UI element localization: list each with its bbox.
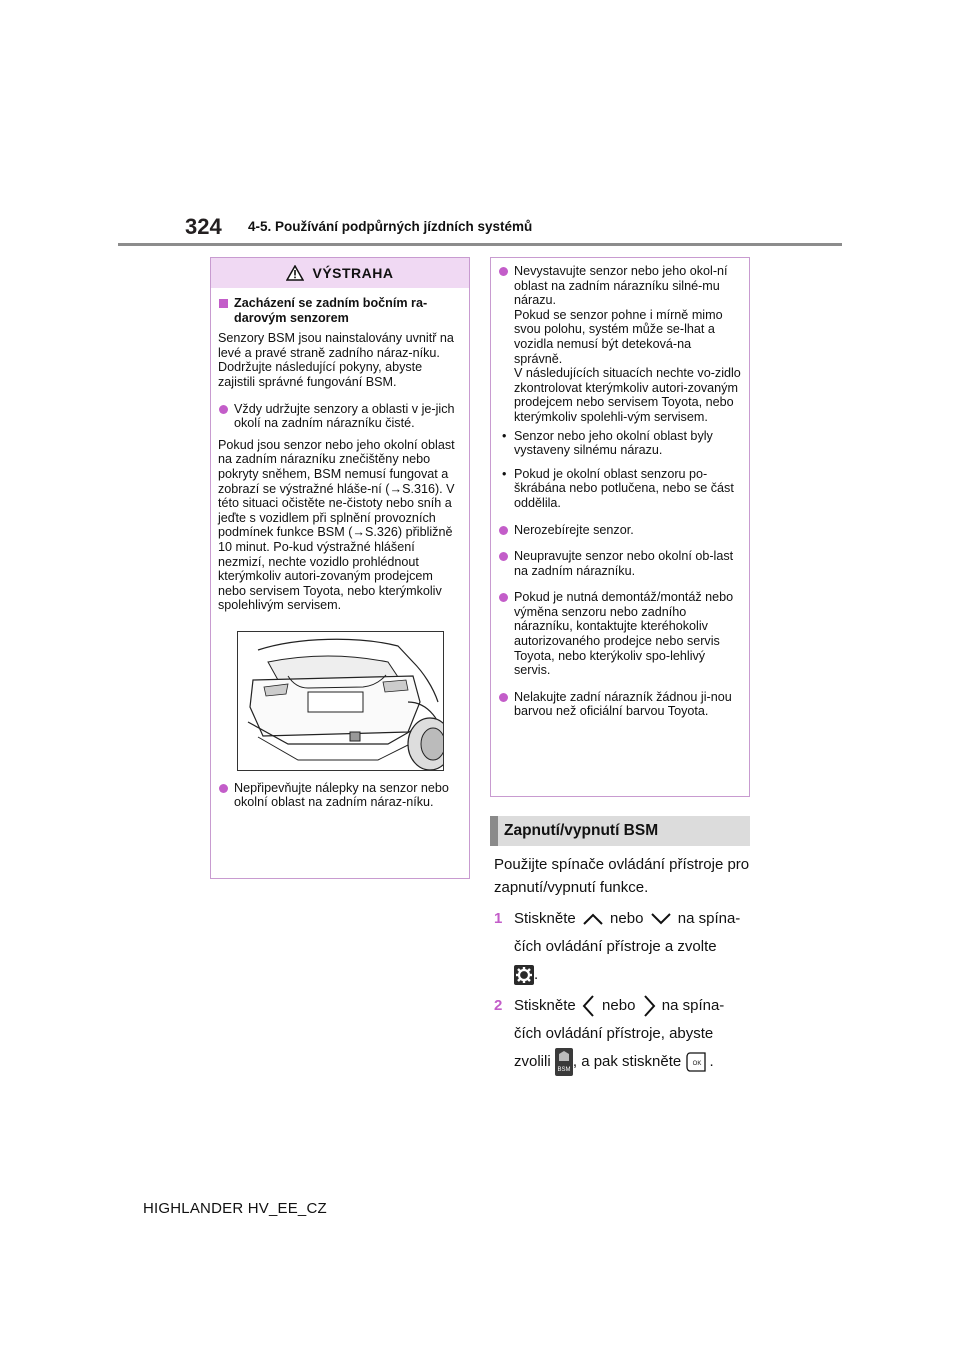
footer-model: HIGHLANDER HV_EE_CZ [143, 1200, 327, 1217]
step-2: 2 Stiskněte nebo na spína- čích ovládání přístroje, abyste zvolili BSM , a pak stiskněte OK . [494, 992, 754, 1076]
warning-subheading: Zacházení se zadním bočním ra-darovým senzorem [218, 296, 462, 325]
square-bullet-icon [219, 299, 228, 308]
right-dash-2: • Pokud je okolní oblast senzoru po-škrábána nebo potlučena, nebo se část oddělila. [502, 466, 734, 510]
right-bullet-3: Neupravujte senzor nebo okolní ob-last na zadním nárazníku. [498, 549, 742, 578]
page-number: 324 [185, 214, 222, 239]
svg-text:OK: OK [693, 1061, 702, 1068]
bsm-section-heading: Zapnutí/vypnutí BSM [490, 816, 750, 846]
bullet-dot-icon [499, 552, 508, 561]
warning-continuation-box [490, 257, 750, 797]
section-title: 4-5. Používání podpůrných jízdních systémů [248, 219, 533, 234]
bullet-dot-icon [499, 593, 508, 602]
down-arrow-icon [648, 912, 674, 926]
warning-bullet-1: Vždy udržujte senzory a oblasti v je-jich okolí na zadním nárazníku čisté. [218, 402, 462, 431]
warning-bullet-1-paragraph: Pokud jsou senzor nebo jeho okolní oblast na zadním nárazníku znečištěny nebo pokryty sněhem, BSM nemusí fungovat a zobrazí se výstražné hláše-ní (→S.316). V této situaci očistěte ne-čistoty nebo sníh a jeďte s vozidlem při splnění provozních podmínek funkce BSM (→S.326) přibližně 10 minut. Po-kud výstražné hlášení nezmizí, nechte vozidlo prohlédnout kterýmkoliv autori-zovaným prodejcem nebo servisem Toyota, nebo kterýmkoliv spolehlivým servisem. [218, 437, 455, 613]
warning-box [210, 257, 470, 879]
step-2-number: 2 [494, 997, 503, 1014]
bsm-intro: Použijte spínače ovládání přístroje pro zapnutí/vypnutí funkce. [494, 856, 750, 896]
ok-button-icon [685, 1050, 709, 1074]
header-rule [118, 243, 842, 246]
bullet-dot-icon [499, 693, 508, 702]
up-arrow-icon [580, 912, 606, 926]
warning-header [211, 258, 469, 288]
bullet-dot-icon [499, 526, 508, 535]
settings-gear-icon [514, 965, 534, 985]
right-bullet-1: Nevystavujte senzor nebo jeho okol-ní oblast na zadním nárazníku silné-mu nárazu. Pokud se senzor pohne i mírně mimo svou polohu, systém může se-lhat a vozidla nemusí být deteková-na správně. V následujících situacích nechte vo-zidlo zkontrolovat kterýmkoliv autori-zovaným prodejcem nebo servisem Toyota, nebo kterýmkoliv spolehli-vým servisem. [498, 264, 742, 425]
warning-intro: Senzory BSM jsou nainstalovány uvnitř na levé a pravé straně zadního náraz-níku. Dodržujte následující pokyny, abyste zajistili správné fungování BSM. [218, 331, 454, 389]
step-1: 1 Stiskněte nebo na spína- čích ovládání přístroje a zvolte . [494, 905, 754, 989]
warning-triangle-icon [286, 265, 304, 281]
svg-text:BSM: BSM [557, 1067, 571, 1074]
right-arrow-icon [640, 994, 658, 1018]
bullet-dot-icon [219, 784, 228, 793]
bsm-icon [555, 1048, 573, 1076]
warning-title: VÝSTRAHA [312, 265, 394, 281]
rear-bumper-illustration [237, 631, 444, 771]
right-dash-1: • Senzor nebo jeho okolní oblast byly vystaveny silnému nárazu. [502, 428, 713, 458]
right-bullet-2: Nerozebírejte senzor. [498, 523, 742, 538]
right-bullet-4: Pokud je nutná demontáž/montáž nebo výměna senzoru nebo zadního nárazníku, kontaktujte kteréhokoliv autorizovaného prodejce nebo servis Toyota, nebo kterýkoliv spo-lehlivý servis. [498, 590, 742, 678]
step-1-number: 1 [494, 910, 503, 927]
warning-bullet-2: Nepřipevňujte nálepky na senzor nebo okolní oblast na zadním náraz-níku. [218, 781, 462, 810]
bullet-dot-icon [499, 267, 508, 276]
left-arrow-icon [580, 994, 598, 1018]
right-bullet-5: Nelakujte zadní nárazník žádnou ji-nou barvou než oficiální barvou Toyota. [498, 690, 742, 719]
bullet-dot-icon [219, 405, 228, 414]
